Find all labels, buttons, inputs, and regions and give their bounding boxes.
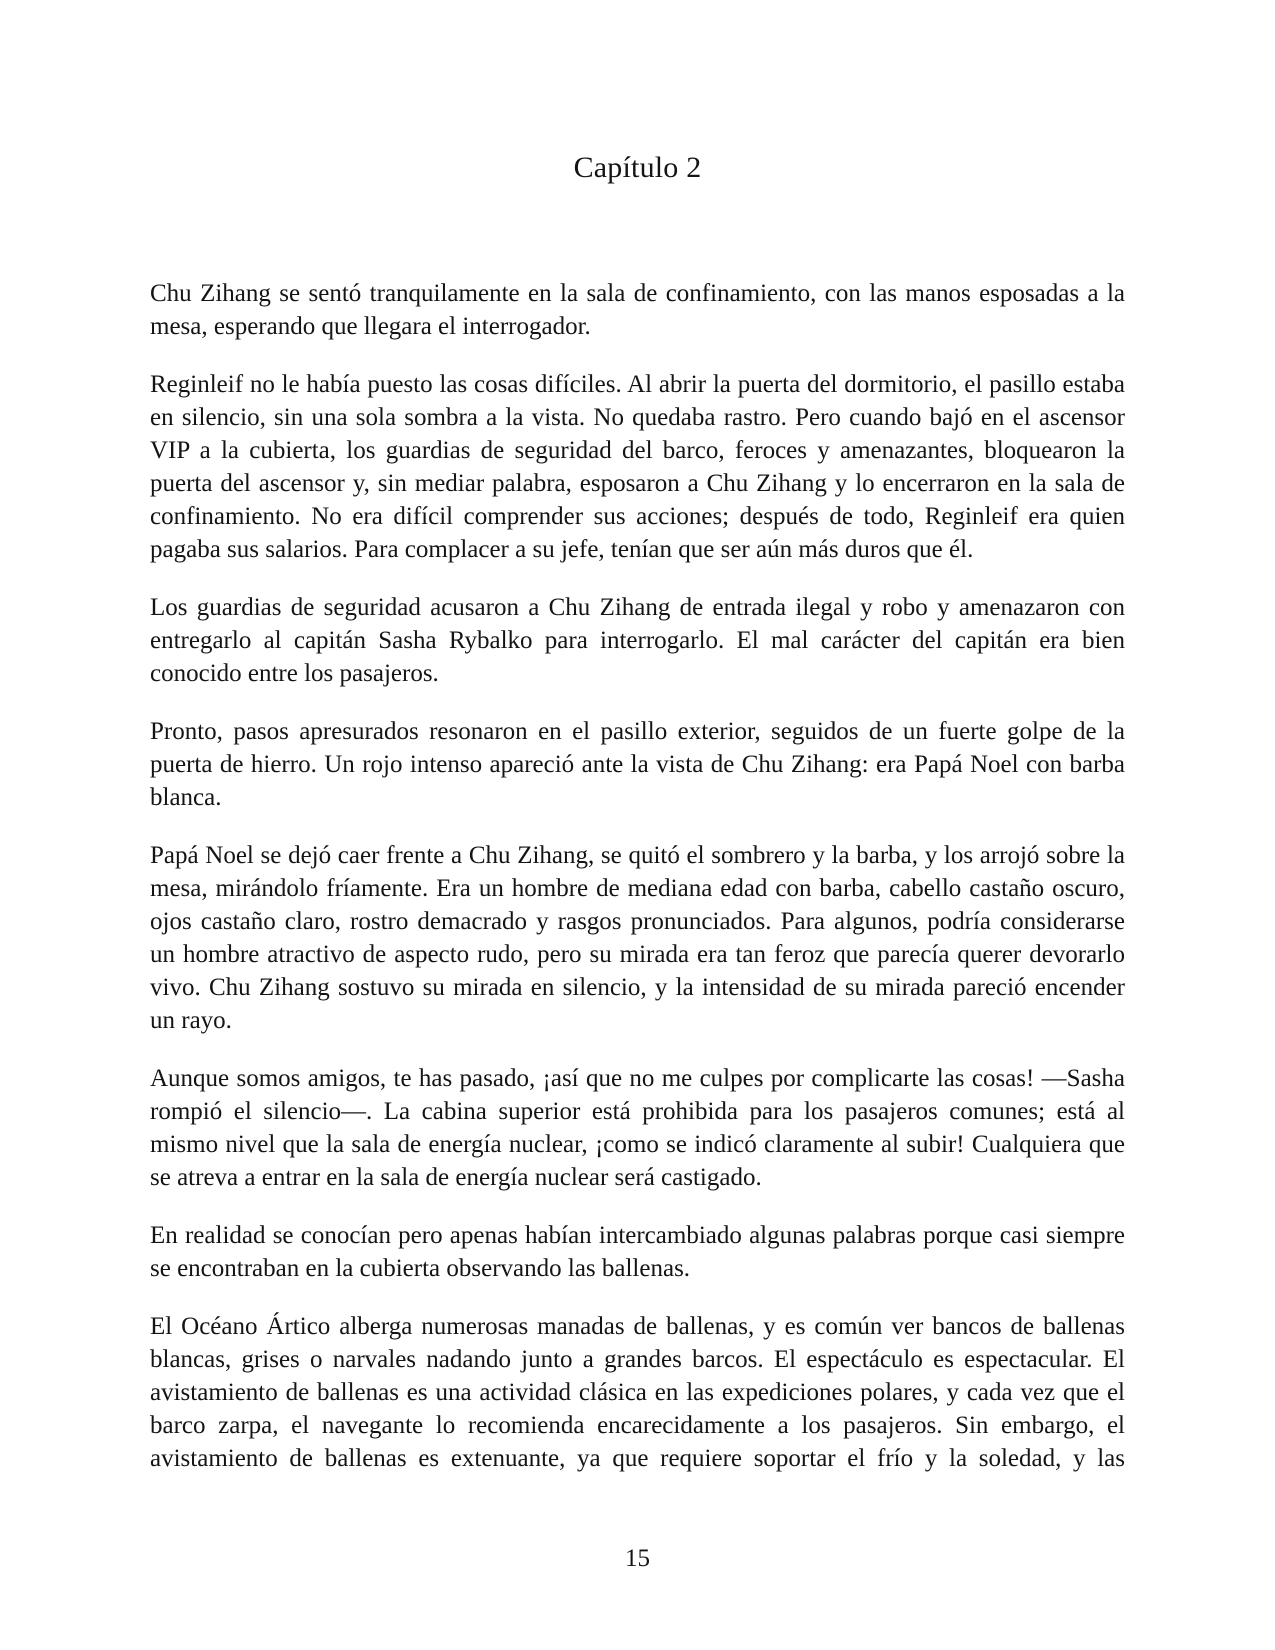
- page-number: 15: [625, 1545, 650, 1572]
- body-paragraph: El Océano Ártico alberga numerosas manadas de ballenas, y es común ver bancos de ballenas blancas, grises o narvales nadando junto a grandes barcos. El espectáculo es espectacular. El avistamiento de ballenas es una actividad clásica en las expediciones polares, y cada vez que el barco zarpa, el navegante lo recomienda encarecidamente a los pasajeros. Sin embargo, el avistamiento de ballenas es extenuante, ya que requiere soportar el frío y la soledad, y las: [150, 1313, 1125, 1472]
- body-paragraph: Papá Noel se dejó caer frente a Chu Zihang, se quitó el sombrero y la barba, y los arrojó sobre la mesa, mirándolo fríamente. Era un hombre de mediana edad con barba, cabello castaño oscuro, ojos castaño claro, rostro demacrado y rasgos pronunciados. Para algunos, podría considerarse un hombre atractivo de aspecto rudo, pero su mirada era tan feroz que parecía querer devorarlo vivo. Chu Zihang sostuvo su mirada en silencio, y la intensidad de su mirada pareció encender un rayo.: [150, 842, 1125, 1034]
- page-content: [150, 0, 1125, 1500]
- chapter-title: Capítulo 2: [573, 151, 702, 184]
- body-paragraph: Aunque somos amigos, te has pasado, ¡así que no me culpes por complicarte las cosas! —Sasha rompió el silencio—. La cabina superior está prohibida para los pasajeros comunes; está al mismo nivel que la sala de energía nuclear, ¡como se indicó claramente al subir! Cualquiera que se atreva a entrar en la sala de energía nuclear será castigado.: [150, 1065, 1125, 1191]
- body-paragraph: Reginleif no le había puesto las cosas difíciles. Al abrir la puerta del dormitorio, el pasillo estaba en silencio, sin una sola sombra a la vista. No quedaba rastro. Pero cuando bajó en el ascensor VIP a la cubierta, los guardias de seguridad del barco, feroces y amenazantes, bloquearon la puerta del ascensor y, sin mediar palabra, esposaron a Chu Zihang y lo encerraron en la sala de confinamiento. No era difícil comprender sus acciones; después de todo, Reginleif era quien pagaba sus salarios. Para complacer a su jefe, tenían que ser aún más duros que él.: [150, 371, 1125, 563]
- body-paragraph: Pronto, pasos apresurados resonaron en el pasillo exterior, seguidos de un fuerte golpe de la puerta de hierro. Un rojo intenso apareció ante la vista de Chu Zihang: era Papá Noel con barba blanca.: [150, 718, 1125, 811]
- body-paragraph: Los guardias de seguridad acusaron a Chu Zihang de entrada ilegal y robo y amenazaron con entregarlo al capitán Sasha Rybalko para interrogarlo. El mal carácter del capitán era bien conocido entre los pasajeros.: [150, 594, 1125, 687]
- body-paragraph: Chu Zihang se sentó tranquilamente en la sala de confinamiento, con las manos esposadas a la mesa, esperando que llegara el interrogador.: [150, 280, 1125, 340]
- body-paragraph: En realidad se conocían pero apenas habían intercambiado algunas palabras porque casi siempre se encontraban en la cubierta observando las ballenas.: [150, 1222, 1125, 1282]
